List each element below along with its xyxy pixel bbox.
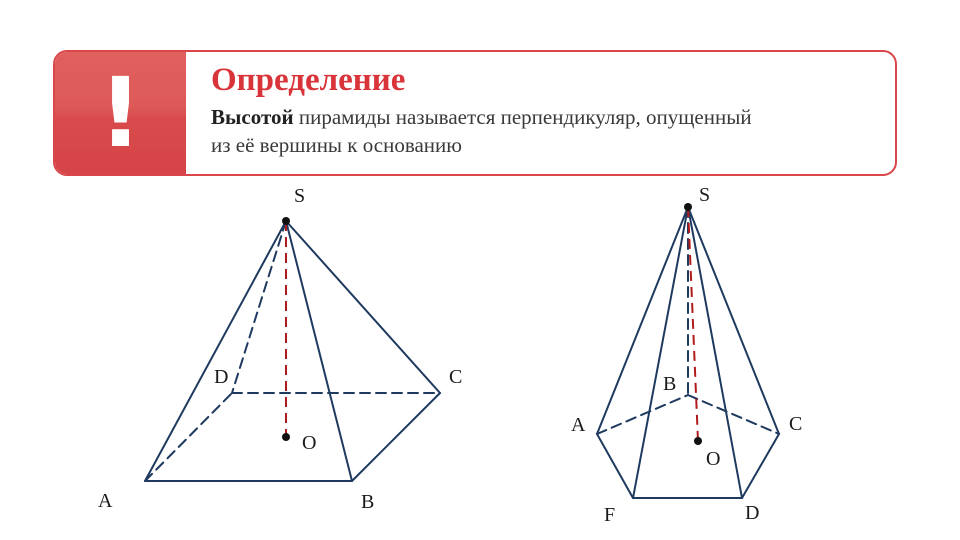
label-right-B: B xyxy=(663,373,677,395)
point-left-S xyxy=(282,217,290,225)
label-right-O: O xyxy=(706,448,721,470)
point-left-O xyxy=(282,433,290,441)
edge-right-SF xyxy=(633,207,688,498)
label-right-S: S xyxy=(699,184,711,206)
edge-left-BC xyxy=(352,393,440,481)
definition-title: Определение xyxy=(211,62,406,98)
edge-left-SA xyxy=(145,221,286,481)
point-right-S xyxy=(684,203,692,211)
label-right-D: D xyxy=(745,502,760,524)
edge-right-AF xyxy=(597,434,633,498)
edge-left-SC xyxy=(286,221,440,393)
label-right-A: A xyxy=(571,414,586,436)
height-right-SO xyxy=(688,207,698,441)
label-left-A: A xyxy=(98,490,113,512)
edge-right-DC xyxy=(742,434,779,498)
pyramid-left xyxy=(145,221,440,481)
point-right-O xyxy=(694,437,702,445)
edge-left-SB xyxy=(286,221,352,481)
exclamation-icon: ! xyxy=(98,57,143,169)
definition-text-line1: пирамиды называется перпендикуляр, опущенный xyxy=(293,105,752,129)
edge-right-SC xyxy=(688,207,779,434)
edge-left-AD xyxy=(145,393,232,481)
label-left-B: B xyxy=(361,491,375,513)
label-right-F: F xyxy=(604,504,616,526)
label-left-O: O xyxy=(302,432,317,454)
definition-term: Высотой xyxy=(211,105,294,129)
label-left-C: C xyxy=(449,366,463,388)
definition-text-line2: из её вершины к основанию xyxy=(211,133,462,157)
label-right-C: C xyxy=(789,413,803,435)
label-left-S: S xyxy=(294,185,306,207)
pyramid-right xyxy=(597,207,779,498)
label-left-D: D xyxy=(214,366,229,388)
